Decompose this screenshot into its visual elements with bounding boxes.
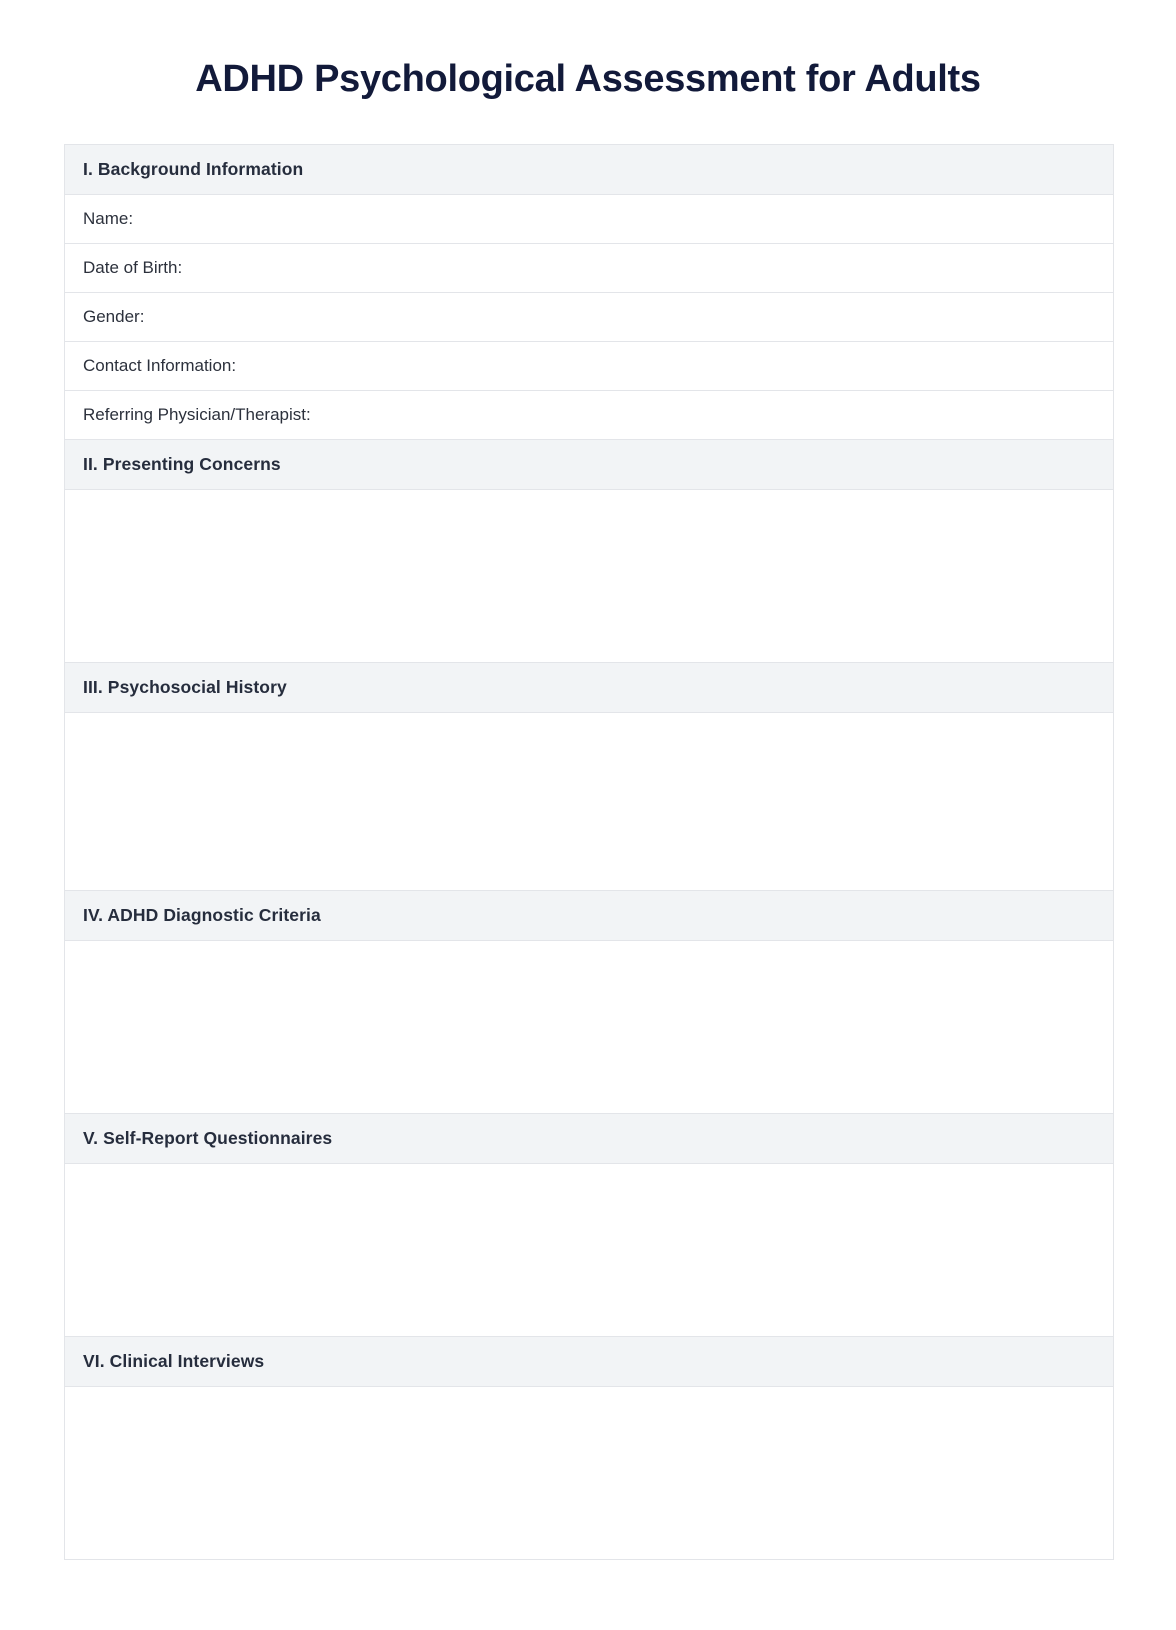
answer-area-self-report-questionnaires[interactable] [65, 1164, 1113, 1337]
writing-space-clinical-interviews[interactable] [65, 1387, 1113, 1559]
section-header-clinical-interviews: VI. Clinical Interviews [65, 1337, 1113, 1387]
field-row-gender[interactable]: Gender: [65, 293, 1113, 342]
section-header-adhd-diagnostic-criteria: IV. ADHD Diagnostic Criteria [65, 891, 1113, 941]
assessment-form [64, 144, 1114, 1560]
field-row-contact-information[interactable]: Contact Information: [65, 342, 1113, 391]
field-row-date-of-birth[interactable]: Date of Birth: [65, 244, 1113, 293]
answer-area-adhd-diagnostic-criteria[interactable] [65, 941, 1113, 1114]
section-header-self-report-questionnaires: V. Self-Report Questionnaires [65, 1114, 1113, 1164]
writing-space-psychosocial-history[interactable] [65, 713, 1113, 885]
writing-space-presenting-concerns[interactable] [65, 490, 1113, 662]
writing-space-adhd-diagnostic-criteria[interactable] [65, 941, 1113, 1113]
field-row-referring-physician-therapist[interactable]: Referring Physician/Therapist: [65, 391, 1113, 440]
answer-area-psychosocial-history[interactable] [65, 713, 1113, 891]
field-row-name[interactable]: Name: [65, 195, 1113, 244]
section-header-psychosocial-history: III. Psychosocial History [65, 663, 1113, 713]
writing-space-self-report-questionnaires[interactable] [65, 1164, 1113, 1336]
page-title: ADHD Psychological Assessment for Adults [195, 58, 981, 100]
section-header-background-information: I. Background Information [65, 145, 1113, 195]
answer-area-presenting-concerns[interactable] [65, 490, 1113, 663]
answer-area-clinical-interviews[interactable] [65, 1387, 1113, 1560]
section-header-presenting-concerns: II. Presenting Concerns [65, 440, 1113, 490]
